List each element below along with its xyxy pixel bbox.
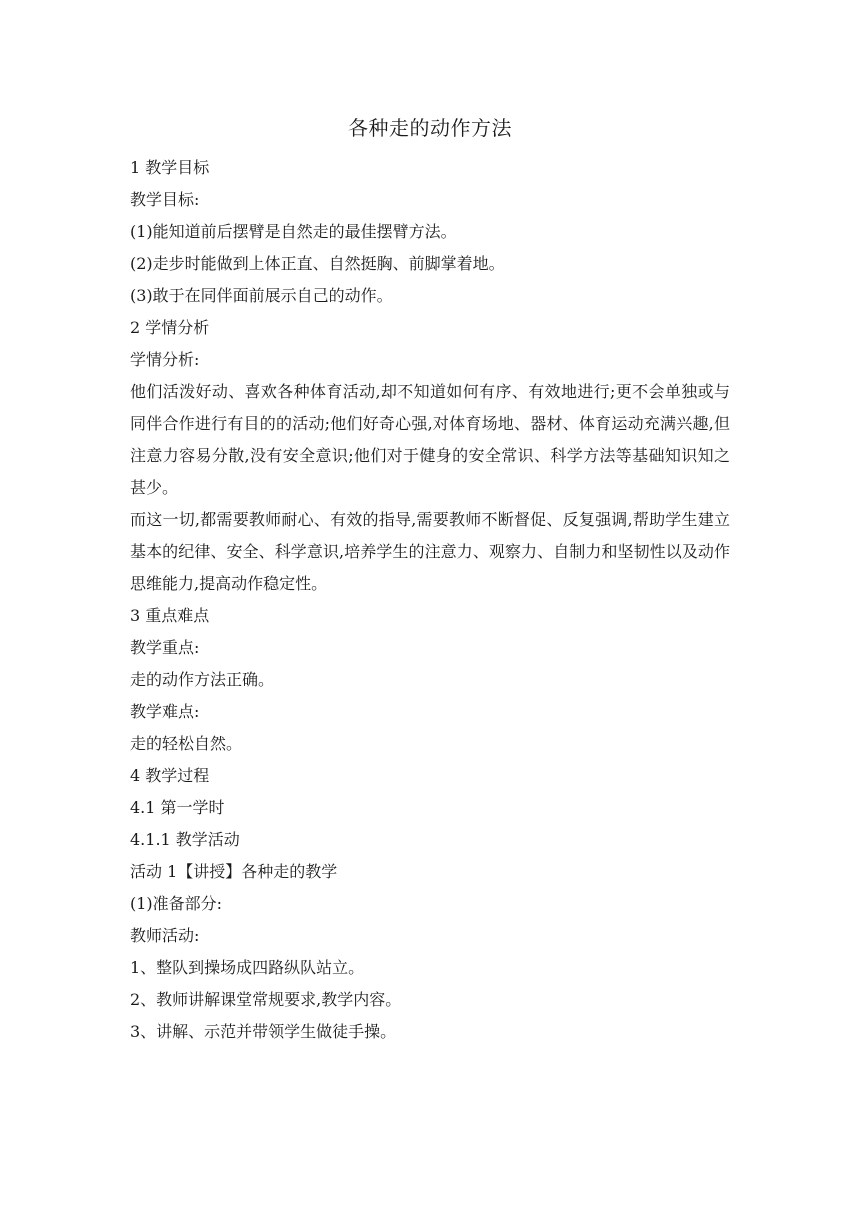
section-heading: 2 学情分析 <box>130 318 210 337</box>
subheading: 教学难点: <box>130 702 200 721</box>
list-item: (1)能知道前后摆臂是自然走的最佳摆臂方法。 <box>130 222 457 241</box>
section-heading: 1 教学目标 <box>130 158 210 177</box>
paragraph: 而这一切,都需要教师耐心、有效的指导,需要教师不断督促、反复强调,帮助学生建立基本的纪律、安全、科学意识,培养学生的注意力、观察力、自制力和坚韧性以及动作思维能力,提高动作稳定性。 <box>130 510 730 593</box>
document-title: 各种走的动作方法 <box>348 116 512 140</box>
list-item: 2、教师讲解课堂常规要求,教学内容。 <box>130 990 402 1009</box>
document-body <box>130 152 730 1048</box>
text-line: 走的动作方法正确。 <box>130 670 275 689</box>
list-item: (2)走步时能做到上体正直、自然挺胸、前脚掌着地。 <box>130 254 505 273</box>
subsection-heading: 4.1.1 教学活动 <box>130 830 240 849</box>
subheading: 学情分析: <box>130 350 200 369</box>
activity-heading: 活动 1【讲授】各种走的教学 <box>130 862 338 881</box>
list-item: 1、整队到操场成四路纵队站立。 <box>130 958 365 977</box>
text-line: 走的轻松自然。 <box>130 734 243 753</box>
text-line: (1)准备部分: <box>130 894 223 913</box>
subsection-heading: 4.1 第一学时 <box>130 798 225 817</box>
list-item: 3、讲解、示范并带领学生做徒手操。 <box>130 1022 397 1041</box>
list-item: (3)敢于在同伴面前展示自己的动作。 <box>130 286 393 305</box>
paragraph: 他们活泼好动、喜欢各种体育活动,却不知道如何有序、有效地进行;更不会单独或与同伴合作进行有目的的活动;他们好奇心强,对体育场地、器材、体育运动充满兴趣,但注意力容易分散,没有安全意识;他们对于健身的安全常识、科学方法等基础知识知之甚少。 <box>130 382 730 497</box>
section-heading: 4 教学过程 <box>130 766 210 785</box>
subheading: 教师活动: <box>130 926 200 945</box>
subheading: 教学重点: <box>130 638 200 657</box>
subheading: 教学目标: <box>130 190 200 209</box>
section-heading: 3 重点难点 <box>130 606 210 625</box>
